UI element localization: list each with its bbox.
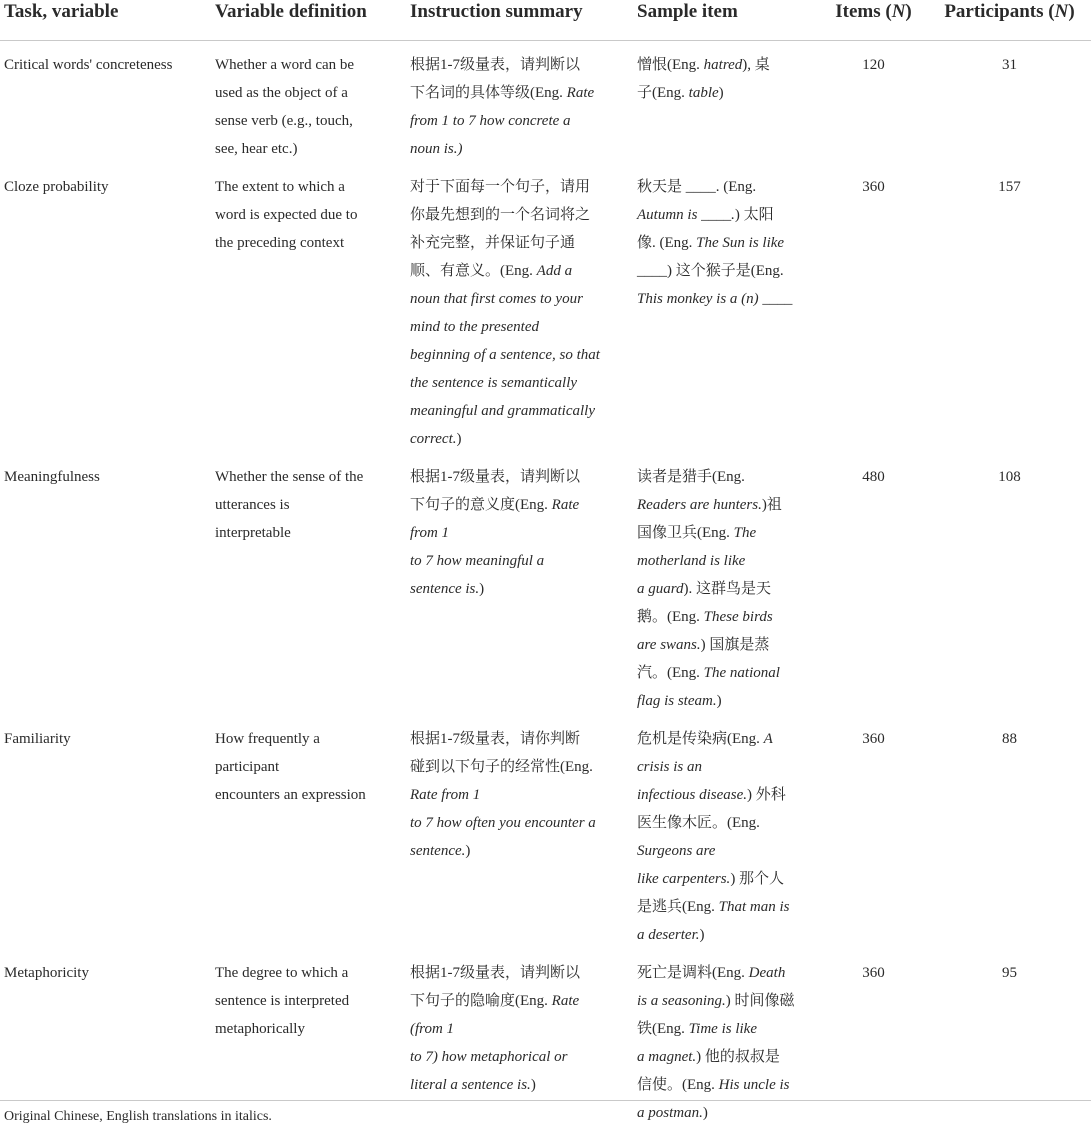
sample-italic-text: His uncle is xyxy=(718,1077,790,1093)
cell-instruction xyxy=(406,163,633,453)
instruction-line xyxy=(410,959,625,987)
cell-participants: 108 xyxy=(998,469,1021,485)
instruction-line xyxy=(410,107,625,135)
sample-italic-text: Time is like xyxy=(688,1021,757,1037)
instruction-text: 补充完整，并保证句子通 xyxy=(410,235,576,251)
sample-italic-text: like carpenters. xyxy=(637,871,731,887)
header-task: Task, variable xyxy=(0,0,211,41)
instruction-italic-text: (from 1 xyxy=(410,1021,455,1037)
cell-task: Cloze probability xyxy=(4,179,109,195)
sample-line xyxy=(637,519,811,547)
instruction-italic-text: correct. xyxy=(410,431,457,447)
sample-italic-text: This monkey is a (n) ____ xyxy=(637,291,793,307)
sample-line xyxy=(637,987,811,1015)
sample-italic-text: That man is xyxy=(718,899,790,915)
definition-line: see, hear etc.) xyxy=(215,141,298,157)
sample-text: 医生像木匠。(Eng. xyxy=(637,815,760,831)
instruction-italic-text: noun that first comes to your xyxy=(410,291,583,307)
definition-line: word is expected due to xyxy=(215,207,358,223)
instruction-italic-text: literal a sentence is. xyxy=(410,1077,531,1093)
instruction-line xyxy=(410,341,625,369)
instruction-line xyxy=(410,987,625,1015)
instruction-text: 顺、有意义。(Eng. xyxy=(410,263,537,279)
definition-line: How frequently a xyxy=(215,731,320,747)
instruction-italic-text: from 1 to 7 how concrete a xyxy=(410,113,571,129)
instruction-line xyxy=(410,781,625,809)
sample-line xyxy=(637,79,811,107)
instruction-italic-text: Rate xyxy=(551,497,580,513)
instruction-line xyxy=(410,1071,625,1099)
sample-italic-text: a magnet. xyxy=(637,1049,697,1065)
instruction-line xyxy=(410,1043,625,1071)
instruction-line xyxy=(410,79,625,107)
sample-italic-text: Death xyxy=(748,965,786,981)
definition-line: The degree to which a xyxy=(215,965,349,981)
cell-task: Familiarity xyxy=(4,731,71,747)
sample-text: 死亡是调料(Eng. xyxy=(637,965,749,981)
instruction-line xyxy=(410,837,625,865)
cell-sample xyxy=(633,163,819,453)
cell-instruction xyxy=(406,453,633,715)
instruction-line xyxy=(410,753,625,781)
definition-line: sentence is interpreted xyxy=(215,993,350,1009)
instruction-line xyxy=(410,135,625,163)
sample-text: 憎恨(Eng. xyxy=(637,57,704,73)
instruction-line xyxy=(410,725,625,753)
sample-line xyxy=(637,603,811,631)
instruction-italic-text: mind to the presented xyxy=(410,319,540,335)
cell-items: 360 xyxy=(862,731,885,747)
definition-line: metaphorically xyxy=(215,1021,305,1037)
sample-text: ) 这个猴子是(Eng. xyxy=(667,263,784,279)
sample-line xyxy=(637,893,811,921)
sample-text: 像. (Eng. xyxy=(637,235,697,251)
sample-italic-text: flag is steam. xyxy=(637,693,717,709)
cell-sample xyxy=(633,715,819,949)
instruction-line xyxy=(410,201,625,229)
instruction-line xyxy=(410,313,625,341)
sample-text: ) 国旗是蒸 xyxy=(700,637,770,653)
sample-line xyxy=(637,1043,811,1071)
instruction-italic-text: the sentence is semantically xyxy=(410,375,578,391)
sample-italic-text: The national xyxy=(703,665,780,681)
definition-line: interpretable xyxy=(215,525,291,541)
cell-items: 360 xyxy=(862,179,885,195)
header-instruction: Instruction summary xyxy=(406,0,633,41)
instruction-italic-text: sentence. xyxy=(410,843,466,859)
instruction-italic-text: Add a xyxy=(536,263,573,279)
sample-text: 读者是猎手(Eng. xyxy=(637,469,745,485)
sample-line xyxy=(637,491,811,519)
sample-line xyxy=(637,257,811,285)
cell-definition xyxy=(211,715,406,949)
sample-text: 是逃兵(Eng. xyxy=(637,899,719,915)
cell-task: Critical words' concreteness xyxy=(4,57,173,73)
instruction-line xyxy=(410,547,625,575)
instruction-line xyxy=(410,51,625,79)
sample-italic-text: a guard xyxy=(637,581,684,597)
sample-line xyxy=(637,1015,811,1043)
sample-line xyxy=(637,229,811,257)
table-row xyxy=(0,41,1091,164)
instruction-line xyxy=(410,1015,625,1043)
cell-task: Meaningfulness xyxy=(4,469,100,485)
sample-text: ) 外科 xyxy=(746,787,786,803)
sample-italic-text: Readers are hunters. xyxy=(637,497,762,513)
cell-participants: 157 xyxy=(998,179,1021,195)
instruction-text: ) xyxy=(465,843,471,859)
sample-line xyxy=(637,173,811,201)
header-items-n: N xyxy=(891,1,906,22)
header-items xyxy=(819,0,928,41)
cell-items: 360 xyxy=(862,965,885,981)
cell-task: Metaphoricity xyxy=(4,965,89,981)
instruction-line xyxy=(410,173,625,201)
table-row xyxy=(0,163,1091,453)
sample-text: 汽。(Eng. xyxy=(637,665,704,681)
instruction-text: 根据1-7级量表，请判断以 xyxy=(410,965,580,981)
table-row xyxy=(0,453,1091,715)
instruction-text: ) xyxy=(530,1077,536,1093)
cell-instruction xyxy=(406,41,633,164)
table-row xyxy=(0,715,1091,949)
instruction-text: 根据1-7级量表，请你判断 xyxy=(410,731,580,747)
sample-line xyxy=(637,837,811,865)
sample-text: 国像卫兵(Eng. xyxy=(637,525,734,541)
header-participants xyxy=(928,0,1091,41)
instruction-italic-text: Rate xyxy=(551,993,580,1009)
definition-line: The extent to which a xyxy=(215,179,345,195)
instruction-text: 下名词的具体等级(Eng. xyxy=(410,85,567,101)
sample-text: ) xyxy=(699,927,705,943)
instruction-line xyxy=(410,463,625,491)
definition-line: encounters an expression xyxy=(215,787,366,803)
instruction-italic-text: beginning of a sentence, so that xyxy=(410,347,600,363)
sample-text: 子(Eng. xyxy=(637,85,689,101)
definition-line: sense verb (e.g., touch, xyxy=(215,113,353,129)
instruction-italic-text: from 1 xyxy=(410,525,450,541)
cell-participants: 88 xyxy=(1002,731,1017,747)
sample-line xyxy=(637,575,811,603)
instruction-text: 对于下面每一个句子，请用 xyxy=(410,179,591,195)
definition-line: the preceding context xyxy=(215,235,345,251)
sample-italic-text: Autumn is ____. xyxy=(637,207,735,223)
instruction-text: 下句子的隐喻度(Eng. xyxy=(410,993,552,1009)
sample-italic-text: is a seasoning. xyxy=(637,993,726,1009)
instruction-line xyxy=(410,257,625,285)
sample-line xyxy=(637,865,811,893)
instruction-text: ) xyxy=(479,581,485,597)
instruction-italic-text: Rate xyxy=(566,85,595,101)
sample-italic-text: A xyxy=(763,731,773,747)
sample-line xyxy=(637,463,811,491)
sample-italic-text: infectious disease. xyxy=(637,787,747,803)
cell-participants: 95 xyxy=(1002,965,1017,981)
sample-text: ) 时间像磁 xyxy=(725,993,795,1009)
header-participants-label: Participants ( xyxy=(944,1,1055,22)
table-bottom-rule xyxy=(0,1100,1091,1101)
instruction-italic-text: to 7) how metaphorical or xyxy=(410,1049,568,1065)
sample-text: ). 这群鸟是天 xyxy=(683,581,772,597)
instruction-italic-text: noun is.) xyxy=(410,141,463,157)
instruction-line xyxy=(410,397,625,425)
header-items-close: ) xyxy=(905,1,912,22)
instruction-text: 你最先想到的一个名词将之 xyxy=(410,207,591,223)
sample-italic-text: The xyxy=(733,525,757,541)
sample-line xyxy=(637,1071,811,1099)
instruction-text: 下句子的意义度(Eng. xyxy=(410,497,552,513)
sample-italic-text: motherland is like xyxy=(637,553,746,569)
instruction-italic-text: to 7 how meaningful a xyxy=(410,553,545,569)
instruction-italic-text: meaningful and grammatically xyxy=(410,403,595,419)
sample-italic-text: These birds xyxy=(703,609,773,625)
definition-line: participant xyxy=(215,759,280,775)
definition-line: utterances is xyxy=(215,497,290,513)
header-row xyxy=(0,0,1091,41)
instruction-line xyxy=(410,519,625,547)
sample-line xyxy=(637,547,811,575)
sample-italic-text: ____ xyxy=(637,263,667,279)
cell-items: 120 xyxy=(862,57,885,73)
instruction-text: 根据1-7级量表，请判断以 xyxy=(410,469,580,485)
instruction-line xyxy=(410,229,625,257)
sample-italic-text: hatred xyxy=(703,57,743,73)
sample-line xyxy=(637,285,811,313)
cell-participants: 31 xyxy=(1002,57,1017,73)
sample-line xyxy=(637,959,811,987)
cell-instruction xyxy=(406,715,633,949)
sample-italic-text: a postman. xyxy=(637,1105,703,1121)
sample-line xyxy=(637,725,811,753)
instruction-line xyxy=(410,369,625,397)
header-participants-close: ) xyxy=(1068,1,1075,22)
sample-italic-text: The Sun is like xyxy=(696,235,785,251)
cell-sample xyxy=(633,453,819,715)
sample-line xyxy=(637,781,811,809)
sample-text: )祖 xyxy=(761,497,782,513)
instruction-line xyxy=(410,425,625,453)
cell-definition xyxy=(211,41,406,164)
sample-text: 鹅。(Eng. xyxy=(637,609,704,625)
instruction-italic-text: sentence is. xyxy=(410,581,480,597)
instruction-line xyxy=(410,575,625,603)
sample-line xyxy=(637,659,811,687)
sample-text: ) xyxy=(718,85,724,101)
cell-definition xyxy=(211,163,406,453)
header-items-label: Items ( xyxy=(835,1,892,22)
sample-text: ) xyxy=(702,1105,708,1121)
definition-line: used as the object of a xyxy=(215,85,348,101)
table-footnote: Original Chinese, English translations in italics. xyxy=(4,1109,272,1124)
sample-line xyxy=(637,51,811,79)
instruction-italic-text: to 7 how often you encounter a xyxy=(410,815,596,831)
sample-text: 信使。(Eng. xyxy=(637,1077,719,1093)
sample-text: ) 太阳 xyxy=(734,207,774,223)
sample-line xyxy=(637,1099,811,1127)
cell-sample xyxy=(633,41,819,164)
sample-italic-text: are swans. xyxy=(637,637,701,653)
sample-italic-text: a deserter. xyxy=(637,927,700,943)
instruction-italic-text: Rate from 1 xyxy=(410,787,481,803)
definition-line: Whether the sense of the xyxy=(215,469,364,485)
sample-text: 铁(Eng. xyxy=(637,1021,689,1037)
sample-text: ) xyxy=(716,693,722,709)
definition-line: Whether a word can be xyxy=(215,57,355,73)
sample-line xyxy=(637,921,811,949)
sample-text: 危机是传染病(Eng. xyxy=(637,731,764,747)
cell-definition xyxy=(211,453,406,715)
header-definition: Variable definition xyxy=(211,0,406,41)
header-sample: Sample item xyxy=(633,0,819,41)
instruction-text: ) xyxy=(456,431,462,447)
sample-line xyxy=(637,687,811,715)
sample-text: ) 那个人 xyxy=(730,871,785,887)
instruction-line xyxy=(410,285,625,313)
sample-italic-text: crisis is an xyxy=(637,759,703,775)
sample-line xyxy=(637,631,811,659)
sample-text: ) 他的叔叔是 xyxy=(696,1049,780,1065)
sample-text: 秋天是 ____. (Eng. xyxy=(637,179,757,195)
instruction-text: 根据1-7级量表，请判断以 xyxy=(410,57,580,73)
instruction-line xyxy=(410,491,625,519)
sample-line xyxy=(637,809,811,837)
instruction-line xyxy=(410,809,625,837)
sample-italic-text: table xyxy=(688,85,719,101)
instruction-text: 碰到以下句子的经常性(Eng. xyxy=(410,759,593,775)
sample-italic-text: Surgeons are xyxy=(637,843,716,859)
cell-items: 480 xyxy=(862,469,885,485)
sample-text: ), 桌 xyxy=(742,57,770,73)
sample-line xyxy=(637,201,811,229)
sample-line xyxy=(637,753,811,781)
header-participants-n: N xyxy=(1054,1,1069,22)
